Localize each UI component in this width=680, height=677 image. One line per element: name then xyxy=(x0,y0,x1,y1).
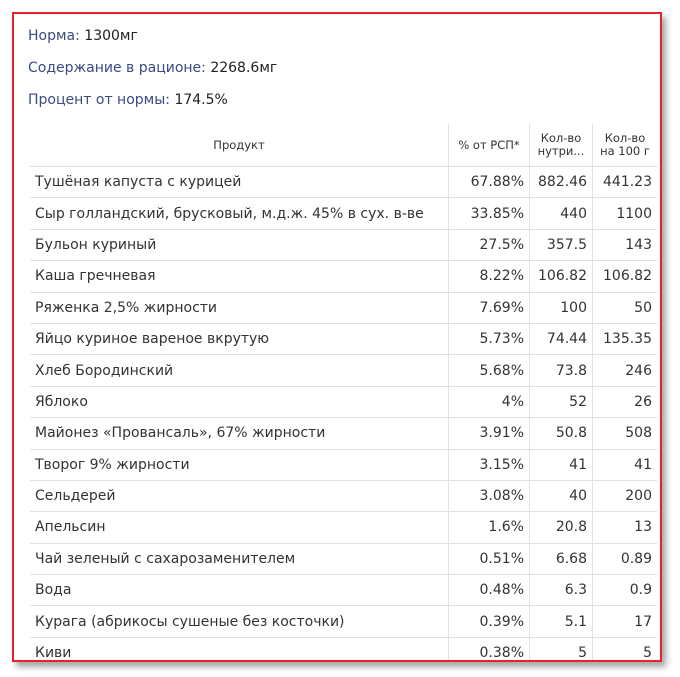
nutrient-summary xyxy=(28,22,277,118)
qty-cell: 100 xyxy=(530,292,593,323)
product-cell: Каша гречневая xyxy=(30,261,449,292)
pct-cell: 4% xyxy=(449,386,530,417)
table-row[interactable] xyxy=(30,449,657,480)
qty-cell: 40 xyxy=(530,480,593,511)
column-header-qty-line1: Кол-во xyxy=(540,131,582,145)
pct-cell: 8.22% xyxy=(449,261,530,292)
pct-cell: 3.91% xyxy=(449,418,530,449)
product-cell: Киви xyxy=(30,637,449,662)
product-cell: Творог 9% жирности xyxy=(30,449,449,480)
percent-value: 174.5% xyxy=(174,92,228,108)
table-row[interactable] xyxy=(30,229,657,260)
pct-cell: 27.5% xyxy=(449,229,530,260)
table-row[interactable] xyxy=(30,355,657,386)
table-row[interactable] xyxy=(30,261,657,292)
column-header-product-label: Продукт xyxy=(213,137,265,152)
column-header-qty-line2: нутри... xyxy=(537,144,585,158)
table-row[interactable] xyxy=(30,543,657,574)
product-cell: Яблоко xyxy=(30,386,449,417)
product-cell: Тушёная капуста с курицей xyxy=(30,167,449,198)
table-header-row xyxy=(30,124,657,167)
table-row[interactable] xyxy=(30,637,657,662)
table-row[interactable] xyxy=(30,575,657,606)
product-cell: Бульон куриный xyxy=(30,229,449,260)
qty-cell: 74.44 xyxy=(530,323,593,354)
table-row[interactable] xyxy=(30,292,657,323)
per100-cell: 200 xyxy=(593,480,658,511)
content-value: 2268.6мг xyxy=(210,60,278,76)
pct-cell: 33.85% xyxy=(449,198,530,229)
pct-cell: 3.08% xyxy=(449,480,530,511)
product-cell: Вода xyxy=(30,575,449,606)
norm-line xyxy=(28,22,277,54)
per100-cell: 143 xyxy=(593,229,658,260)
content-label: Содержание в рационе: xyxy=(28,60,206,76)
per100-cell: 246 xyxy=(593,355,658,386)
product-cell: Чай зеленый с сахарозаменителем xyxy=(30,543,449,574)
qty-cell: 6.68 xyxy=(530,543,593,574)
table-row[interactable] xyxy=(30,198,657,229)
table-row[interactable] xyxy=(30,480,657,511)
percent-line xyxy=(28,86,277,118)
pct-cell: 5.68% xyxy=(449,355,530,386)
content-line xyxy=(28,54,277,86)
table-body xyxy=(30,167,657,663)
product-cell: Сыр голландский, брусковый, м.д.ж. 45% в сух. в-ве xyxy=(30,198,449,229)
percent-label: Процент от нормы: xyxy=(28,92,170,108)
qty-cell: 52 xyxy=(530,386,593,417)
column-header-per100-line1: Кол-во xyxy=(604,131,646,145)
pct-cell: 67.88% xyxy=(449,167,530,198)
table-row[interactable] xyxy=(30,323,657,354)
qty-cell: 5 xyxy=(530,637,593,662)
qty-cell: 106.82 xyxy=(530,261,593,292)
column-header-per100[interactable] xyxy=(593,124,658,167)
column-header-per100-line2: на 100 г xyxy=(600,144,650,158)
per100-cell: 13 xyxy=(593,512,658,543)
pct-cell: 0.39% xyxy=(449,606,530,637)
per100-cell: 26 xyxy=(593,386,658,417)
per100-cell: 135.35 xyxy=(593,323,658,354)
column-header-product[interactable] xyxy=(30,124,449,167)
per100-cell: 0.89 xyxy=(593,543,658,574)
qty-cell: 41 xyxy=(530,449,593,480)
pct-cell: 0.51% xyxy=(449,543,530,574)
norm-value: 1300мг xyxy=(84,28,138,44)
pct-cell: 0.38% xyxy=(449,637,530,662)
table-row[interactable] xyxy=(30,606,657,637)
qty-cell: 5.1 xyxy=(530,606,593,637)
per100-cell: 441.23 xyxy=(593,167,658,198)
column-header-pct[interactable] xyxy=(449,124,530,167)
per100-cell: 50 xyxy=(593,292,658,323)
norm-label: Норма: xyxy=(28,28,80,44)
table-row[interactable] xyxy=(30,418,657,449)
qty-cell: 6.3 xyxy=(530,575,593,606)
pct-cell: 1.6% xyxy=(449,512,530,543)
product-cell: Курага (абрикосы сушеные без косточки) xyxy=(30,606,449,637)
qty-cell: 50.8 xyxy=(530,418,593,449)
product-cell: Хлеб Бородинский xyxy=(30,355,449,386)
product-cell: Сельдерей xyxy=(30,480,449,511)
product-cell: Майонез «Провансаль», 67% жирности xyxy=(30,418,449,449)
table-row[interactable] xyxy=(30,167,657,198)
column-header-pct-label: % от РСП* xyxy=(458,137,520,152)
per100-cell: 5 xyxy=(593,637,658,662)
pct-cell: 0.48% xyxy=(449,575,530,606)
per100-cell: 1100 xyxy=(593,198,658,229)
products-table xyxy=(30,124,657,662)
qty-cell: 440 xyxy=(530,198,593,229)
qty-cell: 882.46 xyxy=(530,167,593,198)
nutrient-panel xyxy=(12,12,662,662)
per100-cell: 106.82 xyxy=(593,261,658,292)
pct-cell: 7.69% xyxy=(449,292,530,323)
per100-cell: 508 xyxy=(593,418,658,449)
per100-cell: 41 xyxy=(593,449,658,480)
qty-cell: 20.8 xyxy=(530,512,593,543)
qty-cell: 73.8 xyxy=(530,355,593,386)
qty-cell: 357.5 xyxy=(530,229,593,260)
per100-cell: 0.9 xyxy=(593,575,658,606)
pct-cell: 3.15% xyxy=(449,449,530,480)
pct-cell: 5.73% xyxy=(449,323,530,354)
per100-cell: 17 xyxy=(593,606,658,637)
column-header-qty[interactable] xyxy=(530,124,593,167)
product-cell: Апельсин xyxy=(30,512,449,543)
table-row[interactable] xyxy=(30,386,657,417)
product-cell: Ряженка 2,5% жирности xyxy=(30,292,449,323)
product-cell: Яйцо куриное вареное вкрутую xyxy=(30,323,449,354)
table-row[interactable] xyxy=(30,512,657,543)
